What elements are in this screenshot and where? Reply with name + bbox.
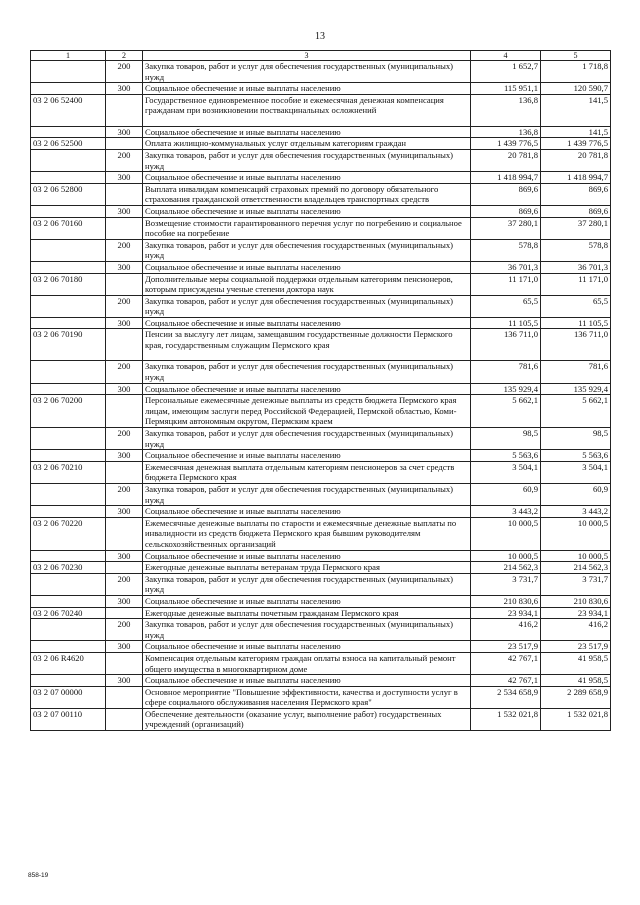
expense-type-cell [106, 607, 143, 619]
target-code-cell [31, 317, 106, 329]
amount-year-2-cell: 869,6 [541, 183, 611, 205]
amount-year-1-cell: 136,8 [471, 126, 541, 138]
expense-type-cell: 300 [106, 317, 143, 329]
table-row [31, 61, 611, 83]
target-code-cell: 03 2 07 00110 [31, 708, 106, 730]
target-code-cell [31, 428, 106, 450]
amount-year-2-cell: 3 731,7 [541, 573, 611, 595]
amount-year-1-cell: 60,9 [471, 484, 541, 506]
amount-year-1-cell: 136,8 [471, 94, 541, 126]
amount-year-2-cell: 65,5 [541, 295, 611, 317]
amount-year-1-cell: 5 563,6 [471, 450, 541, 462]
amount-year-1-cell: 136 711,0 [471, 329, 541, 361]
expense-type-cell [106, 461, 143, 483]
amount-year-2-cell: 10 000,5 [541, 550, 611, 562]
description-cell: Социальное обеспечение и иные выплаты населению [143, 595, 471, 607]
expense-type-cell: 200 [106, 619, 143, 641]
target-code-cell: 03 2 06 70190 [31, 329, 106, 361]
target-code-cell [31, 172, 106, 184]
description-cell: Ежемесячная денежная выплата отдельным категориям пенсионеров за счет средств бюджета Пермского края [143, 461, 471, 483]
amount-year-2-cell: 60,9 [541, 484, 611, 506]
table-row [31, 138, 611, 150]
expense-type-cell: 200 [106, 61, 143, 83]
description-cell: Государственное единовременное пособие и ежемесячная денежная компенсация гражданам при возникновении поствакцинальных осложнений [143, 94, 471, 126]
amount-year-2-cell: 3 443,2 [541, 506, 611, 518]
amount-year-2-cell: 781,6 [541, 361, 611, 383]
expense-type-cell [106, 517, 143, 550]
amount-year-1-cell: 1 439 776,5 [471, 138, 541, 150]
expense-type-cell: 300 [106, 205, 143, 217]
target-code-cell: 03 2 06 70220 [31, 517, 106, 550]
description-cell: Социальное обеспечение и иные выплаты населению [143, 506, 471, 518]
expense-type-cell [106, 217, 143, 239]
amount-year-2-cell: 1 718,8 [541, 61, 611, 83]
description-cell: Ежегодные денежные выплаты ветеранам труда Пермского края [143, 562, 471, 574]
target-code-cell [31, 641, 106, 653]
target-code-cell: 03 2 06 70240 [31, 607, 106, 619]
amount-year-2-cell: 869,6 [541, 205, 611, 217]
amount-year-1-cell: 37 280,1 [471, 217, 541, 239]
table-row [31, 686, 611, 708]
amount-year-1-cell: 1 418 994,7 [471, 172, 541, 184]
description-cell: Обеспечение деятельности (оказание услуг, выполнение работ) государственных учреждений (организаций) [143, 708, 471, 730]
target-code-cell: 03 2 06 52400 [31, 94, 106, 126]
column-header: 5 [541, 51, 611, 61]
description-cell: Закупка товаров, работ и услуг для обеспечения государственных (муниципальных) нужд [143, 239, 471, 261]
target-code-cell [31, 619, 106, 641]
table-row [31, 217, 611, 239]
expense-type-cell [106, 395, 143, 428]
table-row [31, 506, 611, 518]
table-row [31, 675, 611, 687]
amount-year-1-cell: 42 767,1 [471, 675, 541, 687]
amount-year-2-cell: 136 711,0 [541, 329, 611, 361]
description-cell: Компенсация отдельным категориям граждан оплаты взноса на капитальный ремонт общего имущества в многоквартирном доме [143, 652, 471, 674]
target-code-cell: 03 2 06 70230 [31, 562, 106, 574]
description-cell: Социальное обеспечение и иные выплаты населению [143, 261, 471, 273]
target-code-cell [31, 239, 106, 261]
amount-year-1-cell: 3 443,2 [471, 506, 541, 518]
description-cell: Закупка товаров, работ и услуг для обеспечения государственных (муниципальных) нужд [143, 295, 471, 317]
expense-type-cell: 300 [106, 172, 143, 184]
target-code-cell: 03 2 07 00000 [31, 686, 106, 708]
target-code-cell [31, 295, 106, 317]
table-row [31, 428, 611, 450]
target-code-cell [31, 83, 106, 95]
description-cell: Закупка товаров, работ и услуг для обеспечения государственных (муниципальных) нужд [143, 149, 471, 171]
amount-year-1-cell: 2 534 658,9 [471, 686, 541, 708]
amount-year-2-cell: 120 590,7 [541, 83, 611, 95]
target-code-cell [31, 126, 106, 138]
table-row [31, 484, 611, 506]
table-row [31, 273, 611, 295]
table-row [31, 383, 611, 395]
amount-year-1-cell: 3 731,7 [471, 573, 541, 595]
description-cell: Социальное обеспечение и иные выплаты населению [143, 205, 471, 217]
expense-type-cell: 300 [106, 83, 143, 95]
expense-type-cell: 200 [106, 239, 143, 261]
amount-year-1-cell: 10 000,5 [471, 550, 541, 562]
amount-year-2-cell: 2 289 658,9 [541, 686, 611, 708]
table-row [31, 317, 611, 329]
expense-type-cell: 200 [106, 361, 143, 383]
amount-year-1-cell: 214 562,3 [471, 562, 541, 574]
table-row [31, 94, 611, 126]
table-row [31, 172, 611, 184]
amount-year-2-cell: 11 105,5 [541, 317, 611, 329]
description-cell: Социальное обеспечение и иные выплаты населению [143, 675, 471, 687]
description-cell: Социальное обеспечение и иные выплаты населению [143, 383, 471, 395]
amount-year-2-cell: 36 701,3 [541, 261, 611, 273]
target-code-cell: 03 2 06 R4620 [31, 652, 106, 674]
table-row [31, 239, 611, 261]
target-code-cell: 03 2 06 70180 [31, 273, 106, 295]
amount-year-2-cell: 214 562,3 [541, 562, 611, 574]
expense-type-cell [106, 138, 143, 150]
amount-year-1-cell: 65,5 [471, 295, 541, 317]
target-code-cell [31, 573, 106, 595]
amount-year-1-cell: 20 781,8 [471, 149, 541, 171]
description-cell: Закупка товаров, работ и услуг для обеспечения государственных (муниципальных) нужд [143, 484, 471, 506]
target-code-cell [31, 550, 106, 562]
table-row [31, 395, 611, 428]
amount-year-1-cell: 98,5 [471, 428, 541, 450]
budget-table [30, 50, 611, 731]
table-row [31, 607, 611, 619]
amount-year-2-cell: 1 439 776,5 [541, 138, 611, 150]
description-cell: Ежегодные денежные выплаты почетным гражданам Пермского края [143, 607, 471, 619]
description-cell: Персональные ежемесячные денежные выплаты из средств бюджета Пермского края лицам, имеющим заслуги перед Российской Федерацией, Пермской областью, Коми-Пермяцким автономным округом, Пермским краем [143, 395, 471, 428]
column-header: 1 [31, 51, 106, 61]
expense-type-cell [106, 329, 143, 361]
description-cell: Социальное обеспечение и иные выплаты населению [143, 641, 471, 653]
amount-year-1-cell: 1 532 021,8 [471, 708, 541, 730]
description-cell: Закупка товаров, работ и услуг для обеспечения государственных (муниципальных) нужд [143, 61, 471, 83]
amount-year-1-cell: 42 767,1 [471, 652, 541, 674]
page-number: 13 [315, 31, 325, 42]
expense-type-cell [106, 686, 143, 708]
expense-type-cell: 200 [106, 484, 143, 506]
expense-type-cell: 300 [106, 450, 143, 462]
amount-year-1-cell: 11 105,5 [471, 317, 541, 329]
description-cell: Социальное обеспечение и иные выплаты населению [143, 550, 471, 562]
amount-year-2-cell: 10 000,5 [541, 517, 611, 550]
amount-year-2-cell: 41 958,5 [541, 652, 611, 674]
table-row [31, 708, 611, 730]
target-code-cell: 03 2 06 52800 [31, 183, 106, 205]
description-cell: Оплата жилищно-коммунальных услуг отдельным категориям граждан [143, 138, 471, 150]
amount-year-1-cell: 5 662,1 [471, 395, 541, 428]
expense-type-cell: 300 [106, 261, 143, 273]
amount-year-1-cell: 869,6 [471, 205, 541, 217]
amount-year-1-cell: 3 504,1 [471, 461, 541, 483]
expense-type-cell: 300 [106, 506, 143, 518]
target-code-cell [31, 383, 106, 395]
amount-year-1-cell: 23 517,9 [471, 641, 541, 653]
amount-year-2-cell: 41 958,5 [541, 675, 611, 687]
target-code-cell [31, 484, 106, 506]
table-row [31, 329, 611, 361]
target-code-cell [31, 506, 106, 518]
amount-year-2-cell: 37 280,1 [541, 217, 611, 239]
amount-year-2-cell: 11 171,0 [541, 273, 611, 295]
description-cell: Закупка товаров, работ и услуг для обеспечения государственных (муниципальных) нужд [143, 361, 471, 383]
amount-year-2-cell: 416,2 [541, 619, 611, 641]
expense-type-cell: 300 [106, 550, 143, 562]
expense-type-cell [106, 652, 143, 674]
description-cell: Закупка товаров, работ и услуг для обеспечения государственных (муниципальных) нужд [143, 573, 471, 595]
description-cell: Основное мероприятие "Повышение эффективности, качества и доступности услуг в сфере социального обслуживания населения Пермского края" [143, 686, 471, 708]
amount-year-1-cell: 135 929,4 [471, 383, 541, 395]
target-code-cell [31, 61, 106, 83]
amount-year-2-cell: 135 929,4 [541, 383, 611, 395]
target-code-cell: 03 2 06 52500 [31, 138, 106, 150]
amount-year-2-cell: 141,5 [541, 94, 611, 126]
expense-type-cell [106, 273, 143, 295]
expense-type-cell: 200 [106, 295, 143, 317]
amount-year-2-cell: 5 563,6 [541, 450, 611, 462]
table-row [31, 295, 611, 317]
expense-type-cell: 200 [106, 573, 143, 595]
description-cell: Социальное обеспечение и иные выплаты населению [143, 126, 471, 138]
expense-type-cell: 300 [106, 126, 143, 138]
description-cell: Закупка товаров, работ и услуг для обеспечения государственных (муниципальных) нужд [143, 428, 471, 450]
amount-year-1-cell: 36 701,3 [471, 261, 541, 273]
amount-year-2-cell: 141,5 [541, 126, 611, 138]
amount-year-1-cell: 115 951,1 [471, 83, 541, 95]
expense-type-cell [106, 183, 143, 205]
table-row [31, 641, 611, 653]
table-row [31, 183, 611, 205]
amount-year-2-cell: 98,5 [541, 428, 611, 450]
amount-year-1-cell: 578,8 [471, 239, 541, 261]
description-cell: Социальное обеспечение и иные выплаты населению [143, 83, 471, 95]
table-header-row [31, 51, 611, 61]
description-cell: Дополнительные меры социальной поддержки отдельным категориям пенсионеров, которым присуждены ученые степени доктора наук [143, 273, 471, 295]
target-code-cell [31, 595, 106, 607]
expense-type-cell: 300 [106, 675, 143, 687]
target-code-cell [31, 205, 106, 217]
column-header: 2 [106, 51, 143, 61]
amount-year-2-cell: 1 532 021,8 [541, 708, 611, 730]
description-cell: Социальное обеспечение и иные выплаты населению [143, 317, 471, 329]
amount-year-2-cell: 23 517,9 [541, 641, 611, 653]
target-code-cell [31, 450, 106, 462]
amount-year-1-cell: 781,6 [471, 361, 541, 383]
description-cell: Возмещение стоимости гарантированного перечня услуг по погребению и социальное пособие на погребение [143, 217, 471, 239]
table-row [31, 461, 611, 483]
target-code-cell [31, 675, 106, 687]
amount-year-1-cell: 10 000,5 [471, 517, 541, 550]
amount-year-2-cell: 23 934,1 [541, 607, 611, 619]
amount-year-1-cell: 23 934,1 [471, 607, 541, 619]
amount-year-1-cell: 416,2 [471, 619, 541, 641]
target-code-cell: 03 2 06 70200 [31, 395, 106, 428]
amount-year-2-cell: 1 418 994,7 [541, 172, 611, 184]
target-code-cell: 03 2 06 70210 [31, 461, 106, 483]
expense-type-cell: 200 [106, 428, 143, 450]
description-cell: Социальное обеспечение и иные выплаты населению [143, 172, 471, 184]
description-cell: Пенсии за выслугу лет лицам, замещавшим государственные должности Пермского края, государственным служащим Пермского края [143, 329, 471, 361]
description-cell: Социальное обеспечение и иные выплаты населению [143, 450, 471, 462]
table-row [31, 652, 611, 674]
expense-type-cell: 300 [106, 383, 143, 395]
expense-type-cell [106, 708, 143, 730]
expense-type-cell: 200 [106, 149, 143, 171]
amount-year-2-cell: 3 504,1 [541, 461, 611, 483]
amount-year-2-cell: 5 662,1 [541, 395, 611, 428]
table-row [31, 361, 611, 383]
expense-type-cell [106, 94, 143, 126]
amount-year-2-cell: 210 830,6 [541, 595, 611, 607]
table-row [31, 562, 611, 574]
amount-year-1-cell: 210 830,6 [471, 595, 541, 607]
description-cell: Выплата инвалидам компенсаций страховых премий по договору обязательного страхования гражданской ответственности владельцев транспортных средств [143, 183, 471, 205]
column-header: 4 [471, 51, 541, 61]
target-code-cell [31, 149, 106, 171]
table-row [31, 261, 611, 273]
target-code-cell [31, 361, 106, 383]
amount-year-1-cell: 1 652,7 [471, 61, 541, 83]
table-row [31, 517, 611, 550]
expense-type-cell: 300 [106, 641, 143, 653]
target-code-cell: 03 2 06 70160 [31, 217, 106, 239]
table-row [31, 126, 611, 138]
column-header: 3 [143, 51, 471, 61]
table-row [31, 595, 611, 607]
description-cell: Закупка товаров, работ и услуг для обеспечения государственных (муниципальных) нужд [143, 619, 471, 641]
amount-year-2-cell: 578,8 [541, 239, 611, 261]
amount-year-1-cell: 11 171,0 [471, 273, 541, 295]
expense-type-cell [106, 562, 143, 574]
table-row [31, 550, 611, 562]
amount-year-1-cell: 869,6 [471, 183, 541, 205]
amount-year-2-cell: 20 781,8 [541, 149, 611, 171]
table-row [31, 83, 611, 95]
table-row [31, 149, 611, 171]
table-row [31, 573, 611, 595]
target-code-cell [31, 261, 106, 273]
table-row [31, 619, 611, 641]
description-cell: Ежемесячные денежные выплаты по старости и ежемесячные денежные выплаты по инвалидности из средств бюджета Пермского края бывшим руководителям сельскохозяйственных организаций [143, 517, 471, 550]
table-row [31, 450, 611, 462]
expense-type-cell: 300 [106, 595, 143, 607]
footer-code: 858-19 [28, 872, 49, 879]
table-row [31, 205, 611, 217]
